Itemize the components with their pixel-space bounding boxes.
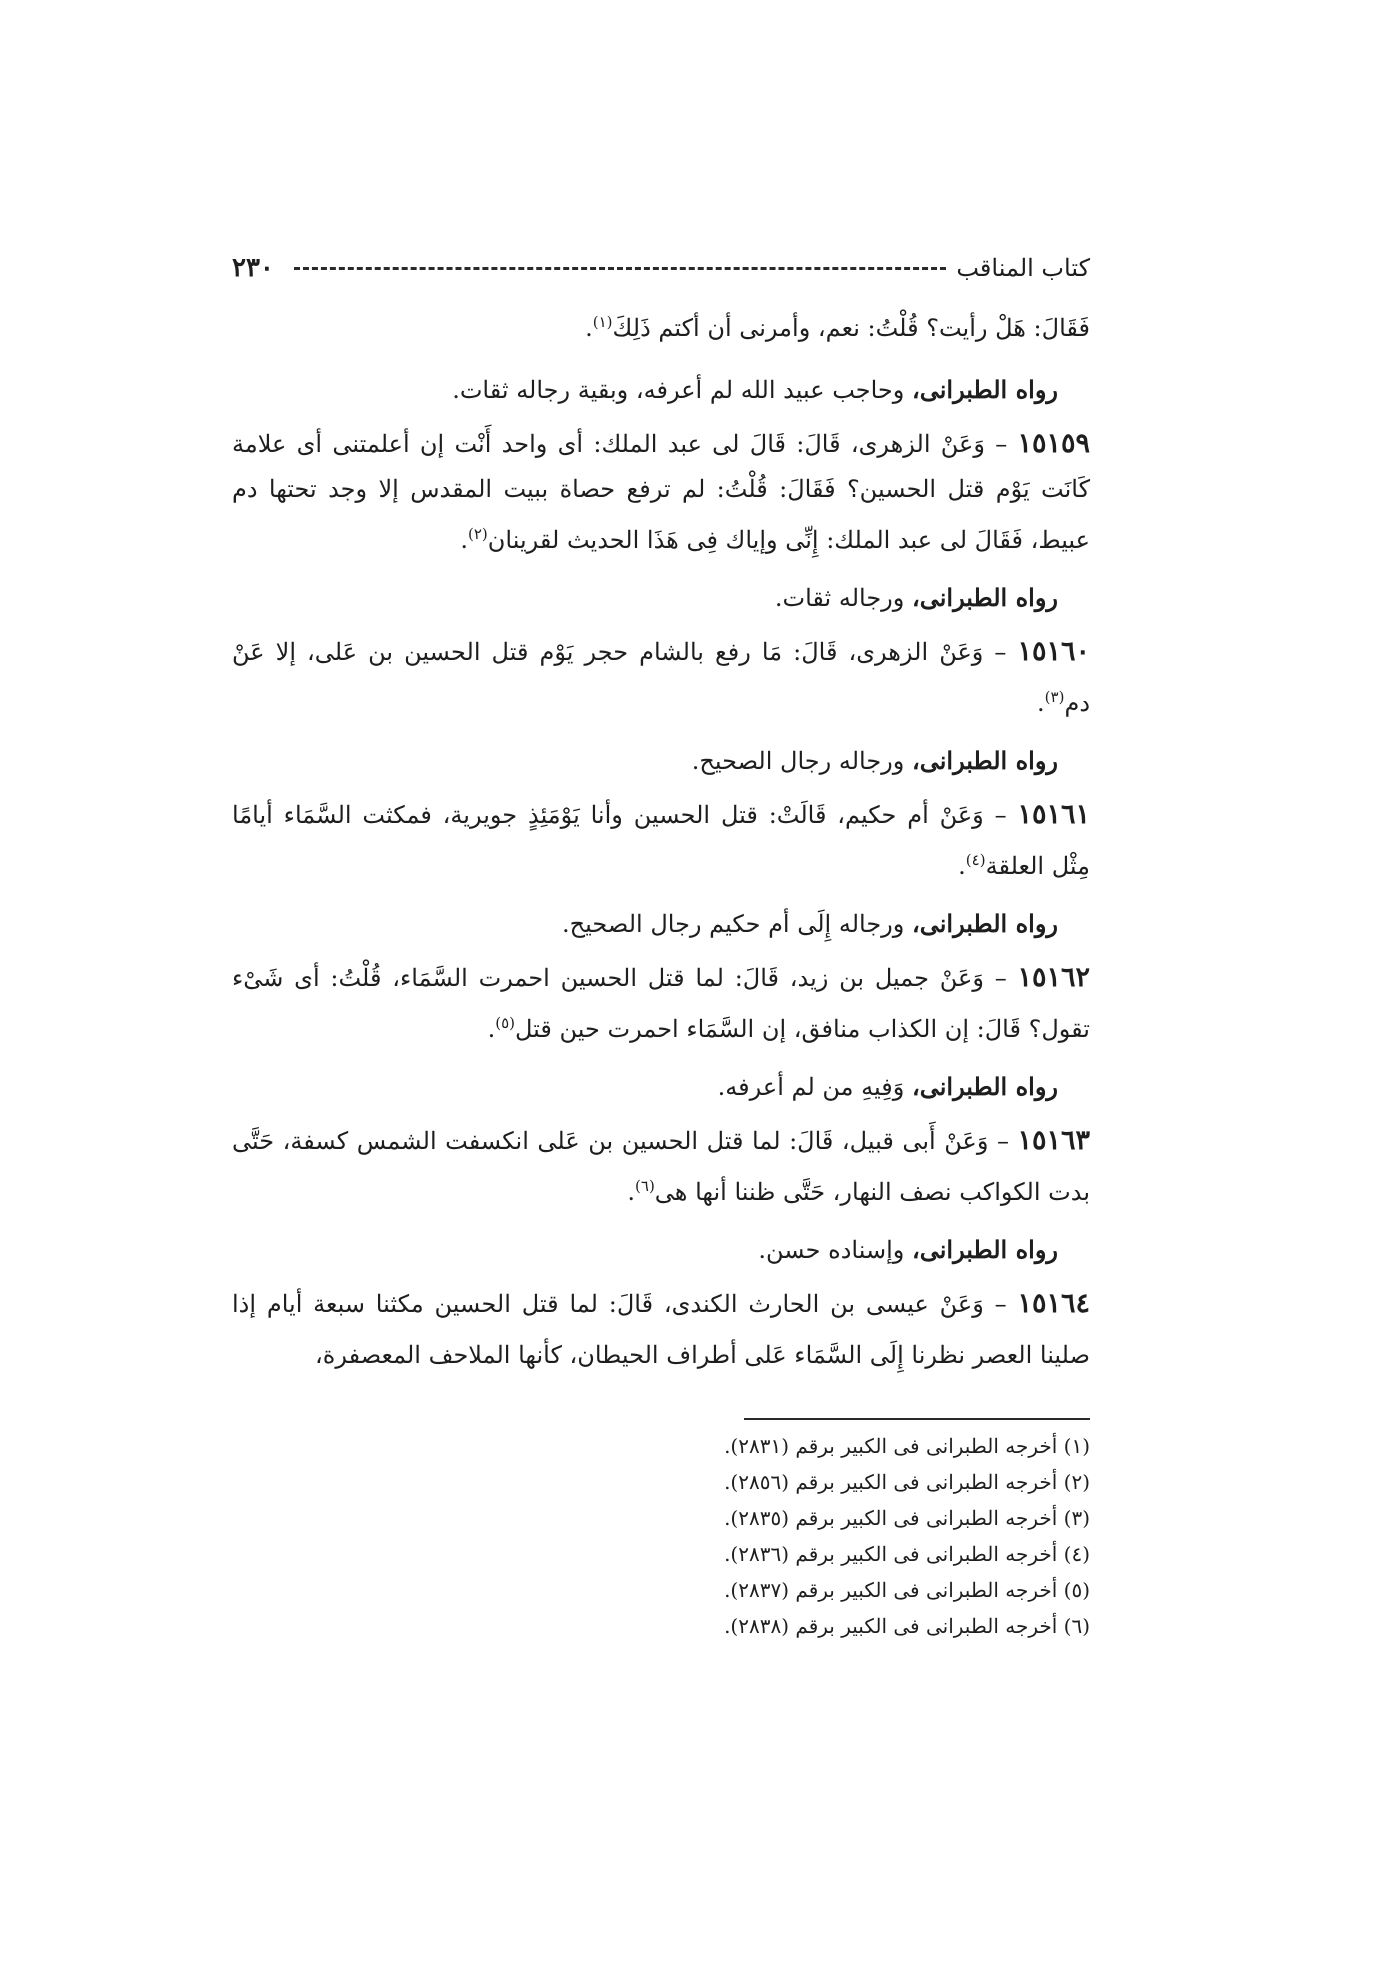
hadith-paragraph: ١٥١٦٠ – وَعَنْ الزهرى، قَالَ: مَا رفع بالشام حجر يَوْم قتل الحسين بن عَلى، إلا عَنْ دم$^{(٣)}$. bbox=[232, 636, 1090, 717]
footnote: (٤) أخرجه الطبرانى فى الكبير برقم (٢٨٣٦). bbox=[724, 1542, 1090, 1566]
hadith-paragraph: ١٥١٦٢ – وَعَنْ جميل بن زيد، قَالَ: لما قتل الحسين احمرت السَّمَاء، قُلْتُ: أى شَىْء تقول؟ قَالَ: إن الكذاب منافق، إن السَّمَاء احمرت حين قتل$^{(٥)}$. bbox=[232, 962, 1090, 1043]
page-header bbox=[232, 248, 1090, 288]
narration-attribution: رواه الطبرانى، وَفِيهِ من لم أعرفه. bbox=[717, 1072, 1058, 1101]
header-dashed-rule bbox=[294, 267, 946, 270]
footnote-ref: (٦) bbox=[635, 1177, 655, 1195]
footnote: (٦) أخرجه الطبرانى فى الكبير برقم (٢٨٣٨). bbox=[724, 1614, 1090, 1638]
footnote: (٣) أخرجه الطبرانى فى الكبير برقم (٢٨٣٥). bbox=[724, 1506, 1090, 1530]
footnote-ref: (١) bbox=[592, 313, 613, 331]
footnotes bbox=[530, 1428, 1090, 1644]
hadith-paragraph: ١٥١٦١ – وَعَنْ أم حكيم، قَالَتْ: قتل الحسين وأنا يَوْمَئِذٍ جويرية، فمكثت السَّمَاء أيامًا مِثْل العلقة$^{(٤)}$. bbox=[232, 799, 1090, 880]
continuation-paragraph: فَقَالَ: هَلْ رأيت؟ قُلْتُ: نعم، وأمرنى أن أكتم ذَلِكَ$^{(١)}$. bbox=[585, 313, 1090, 342]
footnote: (٢) أخرجه الطبرانى فى الكبير برقم (٢٨٥٦). bbox=[724, 1470, 1090, 1494]
hadith-number: ١٥١٦٣ bbox=[1017, 1125, 1090, 1156]
hadith-number: ١٥١٦٠ bbox=[1017, 636, 1090, 667]
footnote-ref: (٢) bbox=[467, 525, 488, 543]
narration-attribution: رواه الطبرانى، ورجاله رجال الصحيح. bbox=[691, 746, 1058, 775]
footnote-ref: (٣) bbox=[1044, 688, 1065, 706]
hadith-number: ١٥١٦٢ bbox=[1017, 962, 1090, 993]
hadith-paragraph: ١٥١٥٩ – وَعَنْ الزهرى، قَالَ: قَالَ لى عبد الملك: أى واحد أَنْت إن أعلمتنى أى علامة كَانَت يَوْم قتل الحسين؟ فَقَالَ: قُلْتُ: لم ترفع حصاة ببيت المقدس إلا وجد تحتها دم عبيط، فَقَالَ لى عبد الملك: إِنِّى وإياك فِى هَذَا الحديث لقرينان$^{(٢)}$. bbox=[232, 428, 1090, 554]
footnote: (١) أخرجه الطبرانى فى الكبير برقم (٢٨٣١). bbox=[724, 1434, 1090, 1458]
footnote-ref: (٤) bbox=[965, 851, 986, 869]
narration-attribution: رواه الطبرانى، ورجاله ثقات. bbox=[774, 583, 1058, 612]
main-text bbox=[232, 300, 1090, 1390]
hadith-paragraph: ١٥١٦٣ – وَعَنْ أَبى قبيل، قَالَ: لما قتل الحسين بن عَلى انكسفت الشمس كسفة، حَتَّى بدت الكواكب نصف النهار، حَتَّى ظننا أنها هى$^{(٦)}$. bbox=[232, 1125, 1090, 1206]
page-number: ٢٣٠ bbox=[232, 253, 274, 283]
hadith-paragraph: ١٥١٦٤ – وَعَنْ عيسى بن الحارث الكندى، قَالَ: لما قتل الحسين مكثنا سبعة أيام إذا صلينا العصر نظرنا إِلَى السَّمَاء عَلى أطراف الحيطان، كأنها الملاحف المعصفرة، bbox=[232, 1288, 1090, 1369]
footnote-separator bbox=[744, 1418, 1090, 1420]
narration-attribution: رواه الطبرانى، ورجاله إِلَى أم حكيم رجال الصحيح. bbox=[562, 909, 1058, 938]
hadith-number: ١٥١٦١ bbox=[1017, 799, 1090, 830]
hadith-number: ١٥١٦٤ bbox=[1017, 1288, 1090, 1319]
hadith-number: ١٥١٥٩ bbox=[1017, 428, 1090, 459]
footnote-ref: (٥) bbox=[495, 1014, 515, 1032]
narration-attribution: رواه الطبرانى، وحاجب عبيد الله لم أعرفه، وبقية رجاله ثقات. bbox=[452, 375, 1058, 404]
footnote: (٥) أخرجه الطبرانى فى الكبير برقم (٢٨٣٧). bbox=[724, 1578, 1090, 1602]
book-title: كتاب المناقب bbox=[956, 254, 1090, 282]
narration-attribution: رواه الطبرانى، وإسناده حسن. bbox=[758, 1235, 1058, 1264]
